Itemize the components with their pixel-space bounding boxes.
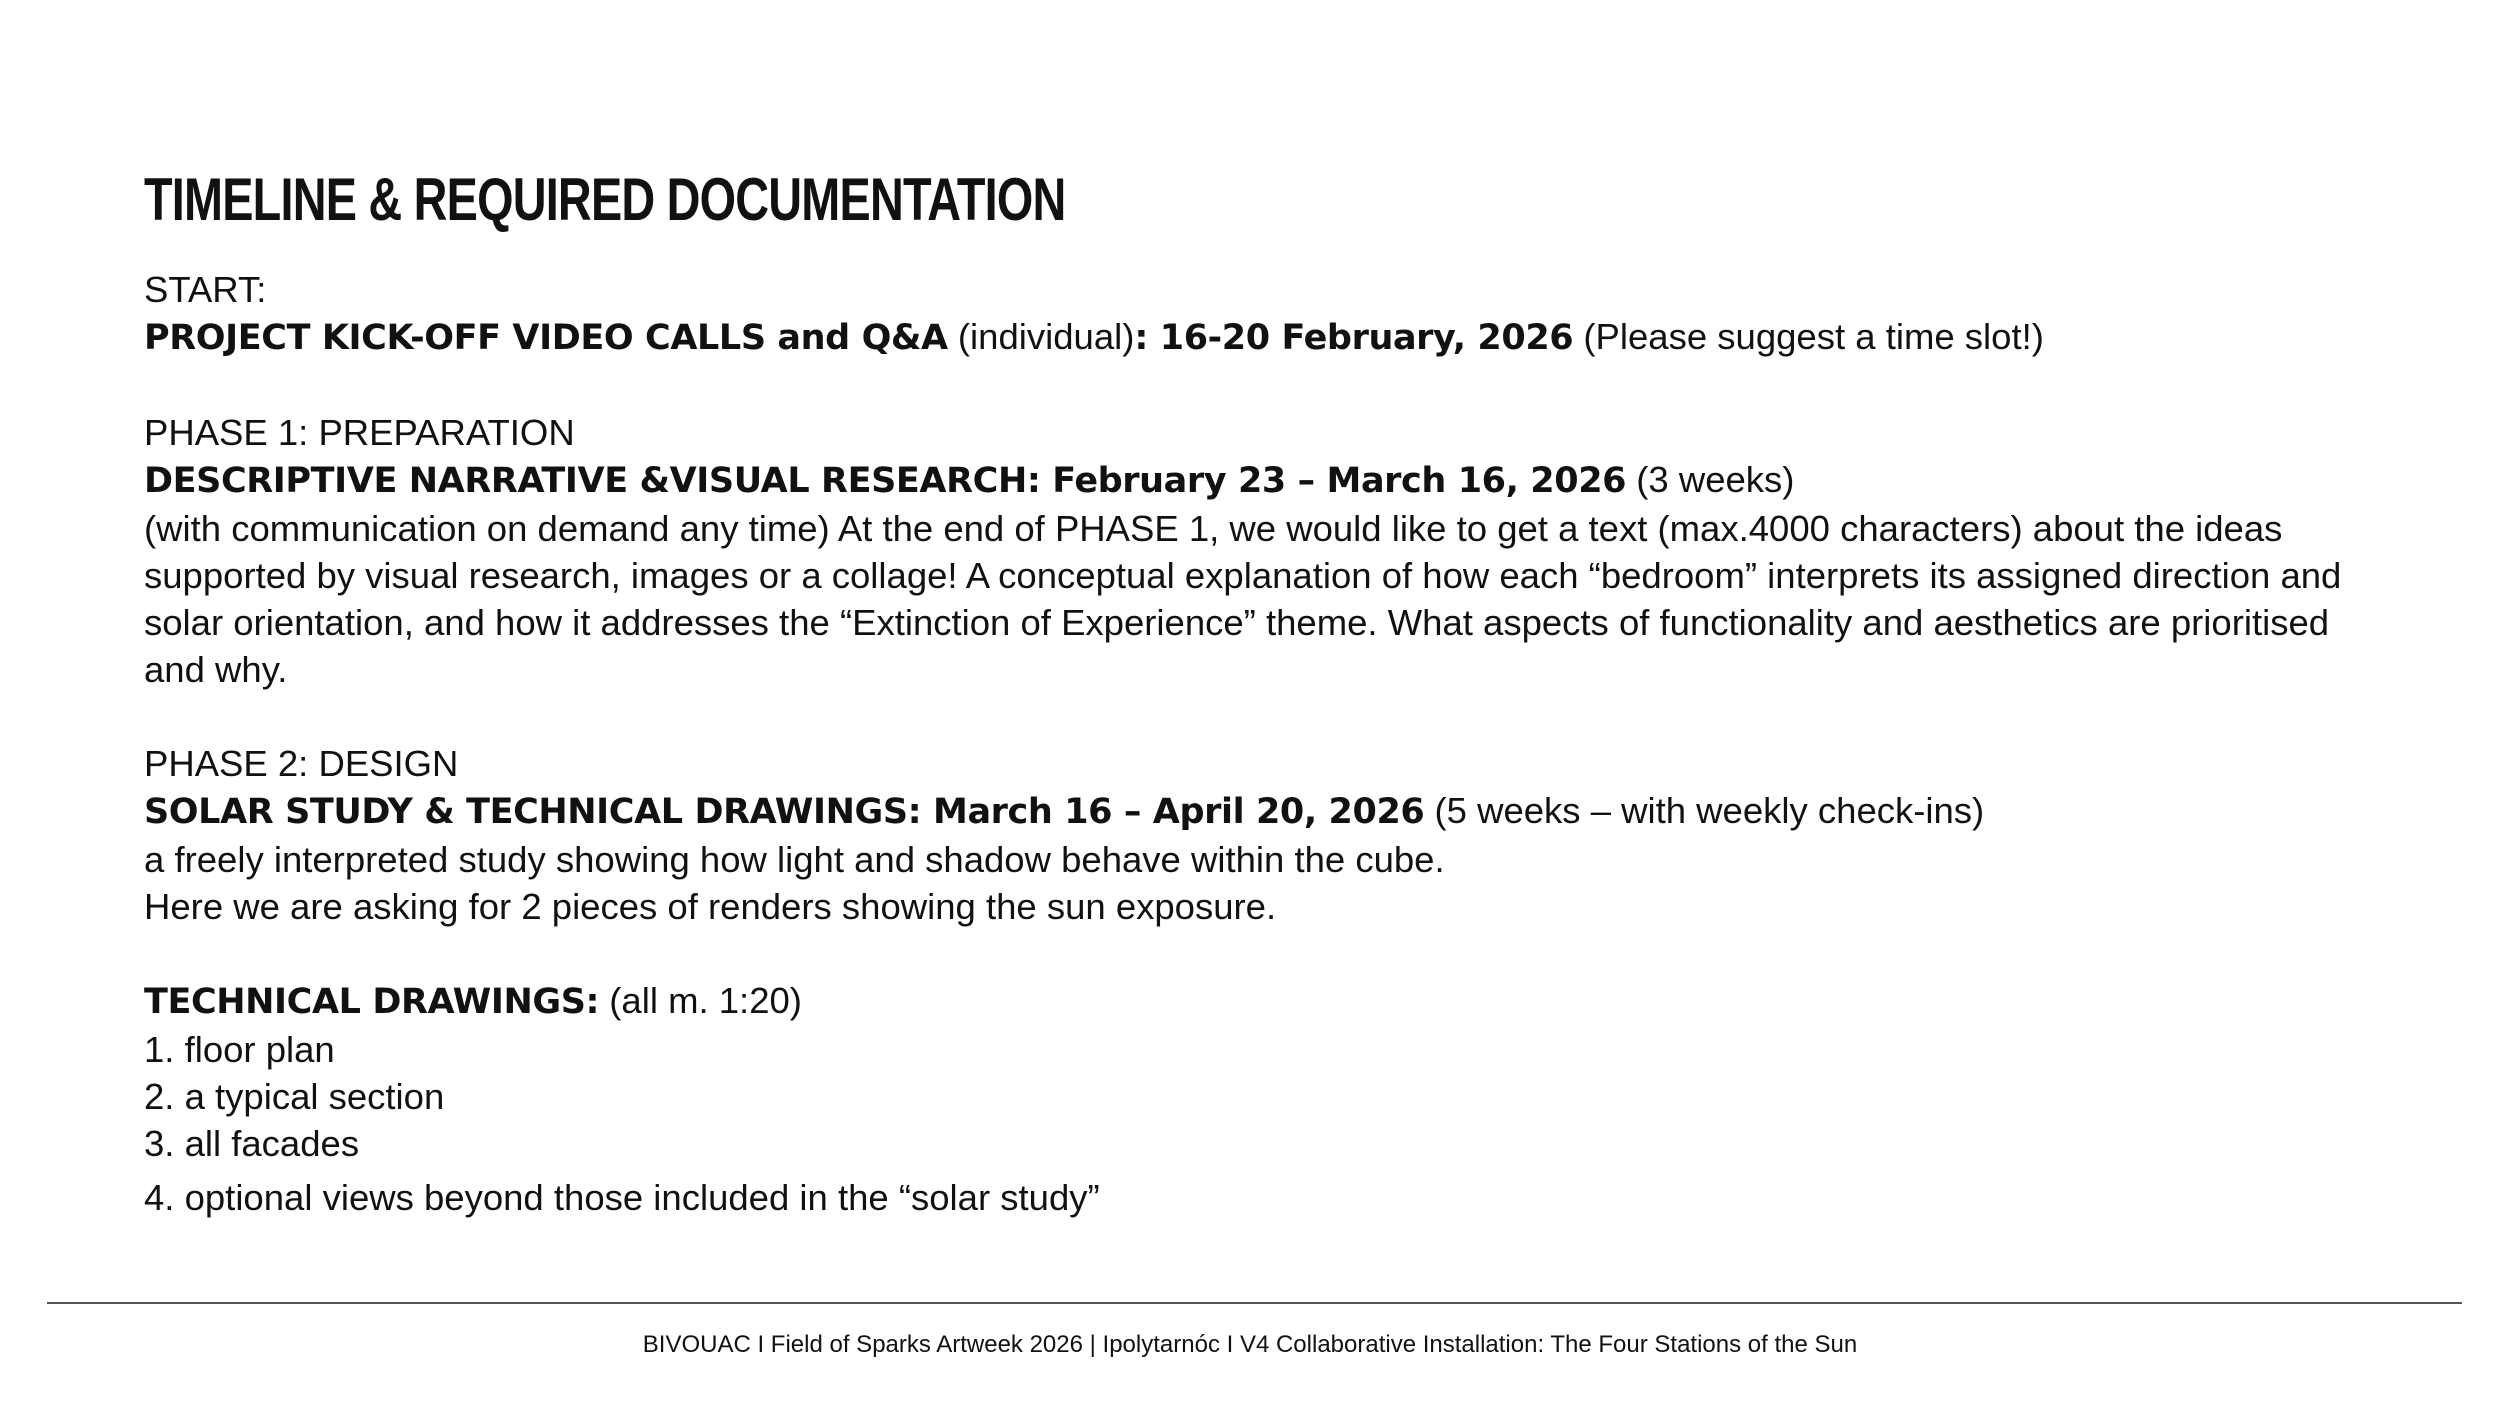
timeline-content	[144, 266, 2384, 1221]
start-label: START:	[144, 269, 267, 310]
list-item: 4. optional views beyond those included in the “solar study”	[144, 1177, 1100, 1218]
technical-heading-line	[144, 977, 2384, 1026]
phase2-label: PHASE 2: DESIGN	[144, 743, 459, 784]
phase2-line2: Here we are asking for 2 pieces of renders showing the sun exposure.	[144, 886, 1277, 927]
phase1-label: PHASE 1: PREPARATION	[144, 412, 575, 453]
phase1-duration: (3 weeks)	[1626, 459, 1795, 500]
phase1-heading-line	[144, 456, 2384, 505]
kickoff-heading: PROJECT KICK-OFF VIDEO CALLS and Q&A	[144, 318, 948, 358]
phase1-heading: DESCRIPTIVE NARRATIVE &VISUAL RESEARCH:	[144, 461, 1041, 501]
phase2-duration: (5 weeks – with weekly check-ins)	[1424, 790, 1985, 831]
phase2-line1: a freely interpreted study showing how light and shadow behave within the cube.	[144, 839, 1445, 880]
phase2-heading-line	[144, 787, 2384, 836]
list-item: 1. floor plan	[144, 1029, 335, 1070]
page-title: TIMELINE & REQUIRED DOCUMENTATION	[144, 166, 1066, 233]
phase1-description: (with communication on demand any time) At the end of PHASE 1, we would like to get a text (max.4000 characters) about the ideas supported by visual research, images or a collage! A conceptual explanation of how each “bedroom” interprets its assigned direction and solar orientation, and how it addresses the “Extinction of Experience” theme. What aspects of functionality and aesthetics are prioritised and why.	[144, 508, 2342, 690]
kickoff-request: (Please suggest a time slot!)	[1573, 316, 2044, 357]
technical-scale: (all m. 1:20)	[599, 980, 802, 1021]
phase2-dates: March 16 – April 20, 2026	[921, 792, 1425, 832]
list-item: 2. a typical section	[144, 1076, 445, 1117]
phase1-dates: February 23 – March 16, 2026	[1040, 461, 1627, 501]
footer-text: BIVOUAC I Field of Sparks Artweek 2026 | Ipolytarnóc I V4 Collaborative Installation: The Four Stations of the Sun	[642, 1331, 1858, 1358]
kickoff-line	[144, 313, 2384, 362]
kickoff-dates: : 16-20 February, 2026	[1134, 318, 1574, 358]
technical-heading: TECHNICAL DRAWINGS:	[144, 982, 600, 1022]
phase2-heading: SOLAR STUDY & TECHNICAL DRAWINGS:	[144, 792, 922, 832]
kickoff-note: (individual)	[947, 316, 1135, 357]
footer-divider	[47, 1302, 2462, 1304]
list-item: 3. all facades	[144, 1123, 360, 1164]
